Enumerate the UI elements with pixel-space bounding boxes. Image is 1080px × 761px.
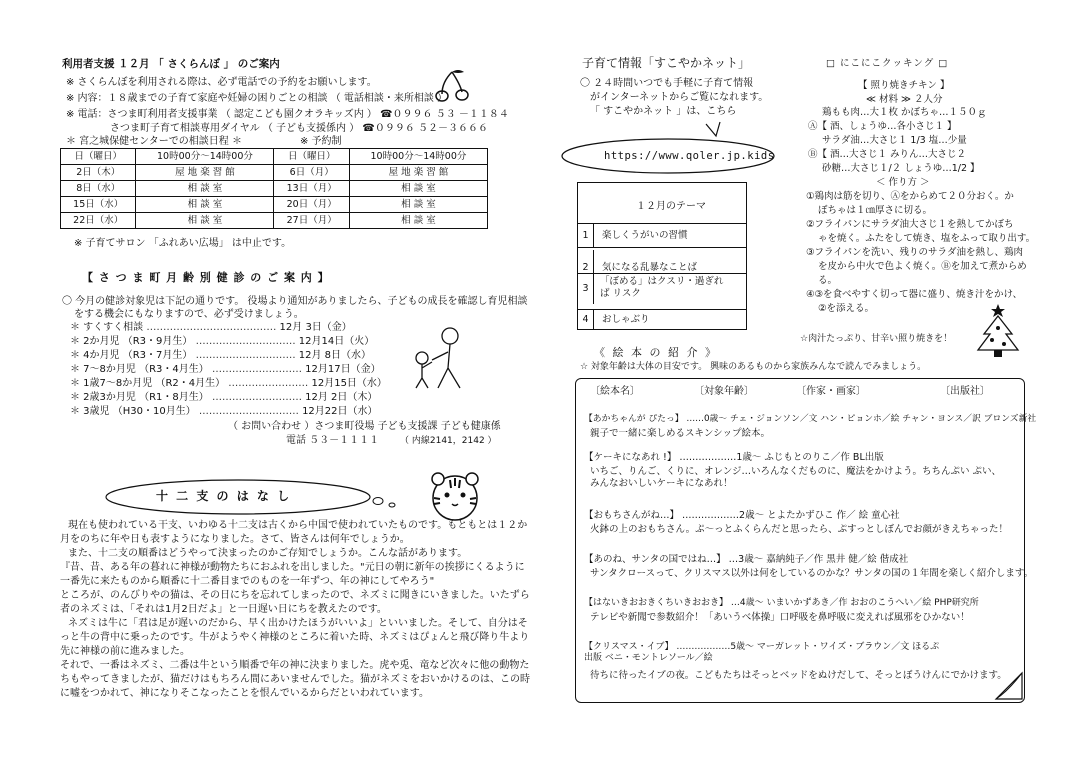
list-item: ＊ 2か月児 （R3・9月生） ………………………… 12月14日（火） <box>70 336 375 347</box>
story-line: 者のネズミは、「それは1月2日だよ」と一日遅い日にちを教えたのです。 <box>60 604 387 615</box>
table-cell: 8日（水） <box>61 181 136 197</box>
kenshin-label: ＊ 4か月児 （R3・7月生） <box>70 350 193 361</box>
table-cell: 27日（月） <box>274 213 349 229</box>
book-entry-desc: 親子で一緒に楽しめるスキンシップ絵本。 <box>590 428 770 439</box>
net-line-2: がインターネットからご覧になれます。 <box>590 92 769 103</box>
header-cell: 10時00分～14時00分 <box>136 149 274 165</box>
header-cell: 10時00分～14時00分 <box>349 149 487 165</box>
reservation-label: ※ 予約制 <box>300 136 342 147</box>
contact-ext: （ 内線2141，2142 ） <box>400 436 497 446</box>
note-3: ※ 電話：さつま町利用者支援事業 （ 認定こども園クオラキッズ内 ） ☎０９９６ ５３ －１１８４ <box>66 109 509 120</box>
list-item <box>578 309 746 329</box>
table-cell: 20日（月） <box>274 197 349 213</box>
story-title: 十 二 支 の は な し <box>156 489 292 503</box>
method-line: ①鶏肉は筋を切り、Ⓐをからめて２０分おく。か <box>806 191 1014 202</box>
kenshin-label: ＊ 3歳児 （H30・10月生） <box>70 406 196 417</box>
theme-number: 4 <box>578 310 594 330</box>
contact-line: （ お問い合わせ ）さつま町役場 子ども支援課 子ども健康係 <box>228 421 501 432</box>
theme-text: 「ぼめる」はクスリ・過ぎれば リスク <box>600 276 724 299</box>
list-item: ＊ 4か月児 （R3・7月生） ………………………… 12月 8日（水） <box>70 350 372 361</box>
list-item: ＊ 3歳児 （H30・10月生） ………………………… 12月22日（水） <box>70 406 378 417</box>
book-entry-desc: 待ちに待ったイブの夜。こどもたちはそっとベッドをぬけだして、そっとぼうけんにでかけます。 <box>590 670 1007 681</box>
story-line: それで、一番はネズミ、二番は牛という順番で年の神に決まりました。虎や兎、竜など次々に他の動物た <box>60 660 530 671</box>
christmas-tree-icon <box>970 300 1026 360</box>
ingredient-line: サラダ油…大さじ１ 1/3 塩…少量 <box>822 135 967 146</box>
book-entry-title: 【ケーキになあれ !】 ………………1歳～ ふじもとのりこ／作 BL出版 <box>584 452 884 463</box>
list-item <box>578 273 746 303</box>
book-list-box <box>575 378 1037 703</box>
schedule-label: ＊ 宮之城保健センターでの相談日程 ＊ <box>66 136 242 147</box>
ingredient-line: 鶏もも肉…大１枚 かぼちゃ…１５０ｇ <box>822 107 987 118</box>
table-row <box>61 165 488 181</box>
header-cell: 日（曜日） <box>274 149 349 165</box>
theme-title: １２月のテーマ <box>636 201 706 212</box>
list-item: ＊ 7～8か月児 （R3・4月生） ……………………… 12月17日（金） <box>70 364 381 375</box>
book-entry-desc: いちご、りんご、くりに、オレンジ…いろんなくだものに、魔法をかけよう。ちちんぷい ぷい、みんなおいしいケーキになあれ！ <box>590 466 1002 489</box>
list-item: ＊ 2歳3か月児 （R1・8月生） ……………………… 12月 2日（木） <box>70 392 378 403</box>
note-4: さつま町子育て相談専用ダイヤル （ 子ども支援係内 ） ☎０９９６ ５２－３６６６ <box>110 123 489 134</box>
method-line: を皮から中火で色よく焼く。Ⓑを加えて煮からめ <box>818 261 1027 272</box>
book-entry-title: 【はないきおおきくちいきおおき】 …4歳～ いまいかずあき／作 おおのこうへい／絵 PHP研究所 <box>584 598 979 608</box>
parent-child-illustration <box>398 322 478 392</box>
book-header-author: 〔作家・画家〕 <box>796 386 866 397</box>
net-line-3: 「 すこやかネット 」は、こちら <box>590 106 737 117</box>
story-line: ちもやってきましたが、猫だけはもちろん間にあいませんでした。猫がネズミをおいかけるのは、この時 <box>60 674 530 685</box>
kenshin-label: ＊ すくすく相談 <box>70 322 144 333</box>
theme-number: 3 <box>578 274 594 304</box>
ingredient-line: 砂糖…大さじ１/２ しょうゆ…1/2 】 <box>822 163 980 174</box>
method-title: ＜ 作り方 ＞ <box>876 177 930 188</box>
page-curl-corner <box>994 671 1024 701</box>
book-entry-desc: テレビや新聞で参数紹介！「あいうべ体操」口呼吸を鼻呼吸に変えれば風邪をひかない！ <box>590 612 970 623</box>
kenshin-date: 12月 8日（水） <box>298 350 372 361</box>
kenshin-title: 【 さ つ ま 町 月 齢 別 健 診 の ご 案 内 】 <box>82 271 330 284</box>
book-entry-title: 【あかちゃんが ぴたっ】 ……0歳～ チェ・ジョンソン／文 ハン・ピョンホ／絵 チャン・ヨンス／訳 ブロンズ新社 <box>584 414 1037 424</box>
book-entry-desc: 火鉢の上のおもちさん。ぷ～っとふくらんだと思ったら、ぷすっとしぼんでお顔がきえちゃった！ <box>590 524 1009 535</box>
kenshin-label: ＊ 2歳3か月児 （R1・8月生） <box>70 392 209 403</box>
note-2: ※ 内容：１８歳までの子育て家庭や妊婦の困りごとの相談 （ 電話相談・来所相談 ） <box>66 93 448 104</box>
method-line: る。 <box>818 275 838 286</box>
kenshin-label: ＊ 7～8か月児 （R3・4月生） <box>70 364 209 375</box>
table-row <box>61 181 488 197</box>
story-line: 先に神様の前に進みました。 <box>60 646 190 657</box>
book-header-publisher: 〔出版社〕 <box>940 386 990 397</box>
story-line: ところが、のんびりやの猫は、その日にちを忘れてしまったので、ネズミに聞きにいきました。いたずら <box>60 590 530 601</box>
contact-phone: 電話 ５３－１１１１ <box>286 435 380 446</box>
table-row <box>61 197 488 213</box>
net-title: 子育て情報「すこやかネット」 <box>582 56 751 70</box>
story-line: 現在も使われている干支、いわゆる十二支は古くから中国で使われていたものです。もともとは１２か <box>68 520 528 531</box>
table-cell: 13日（月） <box>274 181 349 197</box>
book-header-age: 〔対象年齢〕 <box>694 386 754 397</box>
method-line: ②を添える。 <box>818 303 875 314</box>
kenshin-label: ＊ 2か月児 （R3・9月生） <box>70 336 193 347</box>
kenshin-date: 12月17日（金） <box>305 364 381 375</box>
note-1: ※ さくらんぼを利用される際は、必ず電話での予約をお願いします。 <box>66 77 377 88</box>
method-line: ぼちゃは１㎝厚さに切る。 <box>818 205 933 216</box>
salon-note: ※ 子育てサロン 「ふれあい広場」 は中止です。 <box>74 238 292 249</box>
table-cell: 相 談 室 <box>349 181 487 197</box>
table-row <box>61 213 488 229</box>
story-line: 一番先に来たものから順番に十二番目までのものを一年ずつ、年の神にしてやろう" <box>60 576 435 587</box>
theme-number: 1 <box>578 224 594 248</box>
kenshin-date: 12月 3日（金） <box>279 322 352 333</box>
table-cell: 相 談 室 <box>136 197 274 213</box>
ingredients-title: ≪ 材料 ≫ ２人分 <box>866 94 943 105</box>
sakuranbo-heading: 利用者支援 １２月 「 さくらんぼ 」 のご案内 <box>62 58 280 70</box>
list-item <box>578 247 746 273</box>
consultation-schedule-table <box>60 148 488 229</box>
header-cell: 日（曜日） <box>61 149 136 165</box>
method-line: ④③を食べやすく切って器に盛り、焼き汁をかけ、 <box>806 289 1023 300</box>
tiger-icon <box>424 466 486 528</box>
kenshin-intro-2: をする機会にもなりますので、必ず受けましょう。 <box>74 309 304 320</box>
book-entry-title: 【クリスマス・イブ】 ………………5歳～ マーガレット・ワイズ・ブラウン／文 ほるぷ出版 ベニ・モントレソール／絵 <box>584 642 940 664</box>
kenshin-label: ＊ 1歳7～8か月児 （R2・4月生） <box>70 378 226 389</box>
table-cell: 相 談 室 <box>349 213 487 229</box>
book-note: ☆ 対象年齢は大体の目安です。 興味のあるものから家族みんなで読んでみましょう。 <box>580 362 927 372</box>
table-cell: 6日（月） <box>274 165 349 181</box>
book-entry-title: 【あのね、サンタの国ではね…】 …3歳～ 嘉納純子／作 黒井 健／絵 偕成社 <box>584 554 909 565</box>
monthly-theme-box <box>577 182 747 330</box>
ingredient-line: Ⓐ【 酒、しょうゆ…各小さじ１ 】 <box>808 121 957 132</box>
recipe-name: 【 照り焼きチキン 】 <box>858 80 950 91</box>
table-cell: 2日（木） <box>61 165 136 181</box>
kenshin-date: 12月14日（火） <box>298 336 375 347</box>
story-line: ネズミは牛に「君は足が遅いのだから、早く出かけたほうがいいよ」といいました。そして、自分はそ <box>68 618 528 629</box>
book-entry-title: 【おもちさんがね…】 ………………2歳～ とよたかずひこ 作／ 絵 童心社 <box>584 510 900 521</box>
list-item: ＊ 1歳7～8か月児 （R2・4月生） …………………… 12月15日（水） <box>70 378 387 389</box>
table-cell: 屋 地 楽 習 館 <box>136 165 274 181</box>
list-item: ＊ すくすく相談 ………………………………… 12月 3日（金） <box>70 322 352 333</box>
kenshin-date: 12月 2日（木） <box>305 392 378 403</box>
list-item <box>578 223 746 247</box>
kenshin-intro-1: 〇 今月の健診対象児は下記の通りです。 役場より通知がありましたら、子どもの成長を確認し育児相談 <box>62 296 528 307</box>
net-line-1: 〇 ２４時間いつでも手軽に子育て情報 <box>580 78 754 89</box>
table-cell: 相 談 室 <box>349 197 487 213</box>
kenshin-date: 12月15日（水） <box>311 378 387 389</box>
story-line: に嘘をつかれて、神になりそこなったことを恨んでいるからだといわれています。 <box>60 688 429 699</box>
story-line: 『昔、昔、ある年の暮れに神様が動物たちにおふれを出しました。"元日の朝に新年の挨拶にくるように <box>60 562 525 573</box>
method-line: ②フライパンにサラダ油大さじ１を熱してかぼち <box>806 219 1014 230</box>
theme-text: 気になる乱暴なことば <box>602 262 698 273</box>
table-cell: 15日（水） <box>61 197 136 213</box>
story-line: っと牛の背中に乗ったのです。牛がようやく神様のところに着いた時、ネズミはぴょんと飛び降り牛より <box>60 632 530 643</box>
net-url-link[interactable]: https://www.qoler.jp.kids <box>604 150 775 162</box>
table-cell: 相 談 室 <box>136 181 274 197</box>
kenshin-date: 12月22日（水） <box>302 406 378 417</box>
book-header-title: 〔絵本名〕 <box>590 386 640 397</box>
table-header-row <box>61 149 488 165</box>
table-cell: 屋 地 楽 習 館 <box>349 165 487 181</box>
book-entry-desc: サンタクロースって、クリスマス以外は何をしているのかな？サンタの国の１年間を楽しく紹介します。 <box>590 568 1034 579</box>
method-line: ゃを焼く。ふたをして焼き、塩をふって取り出す。 <box>818 233 1036 244</box>
theme-number: 2 <box>578 250 594 288</box>
table-cell: 相 談 室 <box>136 213 274 229</box>
ingredient-line: Ⓑ【 酒…大さじ１ みりん…大さじ２ <box>808 149 967 160</box>
story-line: 月をのちに年や日も表すようになりました。さて、皆さんは何年でしょうか。 <box>60 534 410 545</box>
book-title: 《 絵 本 の 紹 介 》 <box>594 346 718 359</box>
recipe-note: ☆肉汁たっぷり、甘辛い照り焼きを！ <box>800 334 953 344</box>
method-line: ③フライパンを洗い、残りのサラダ油を熱し、鶏肉 <box>806 247 1023 258</box>
theme-text: 楽しくうがいの習慣 <box>602 230 688 241</box>
table-cell: 22日（水） <box>61 213 136 229</box>
url-speech-bubble <box>556 118 786 178</box>
story-line: また、十二支の順番はどうやって決まったのかご存知でしょうか。こんな話があります。 <box>68 548 468 559</box>
theme-text: おしゃぶり <box>602 314 650 325</box>
cooking-title: □ にこにこクッキング □ <box>826 58 949 69</box>
